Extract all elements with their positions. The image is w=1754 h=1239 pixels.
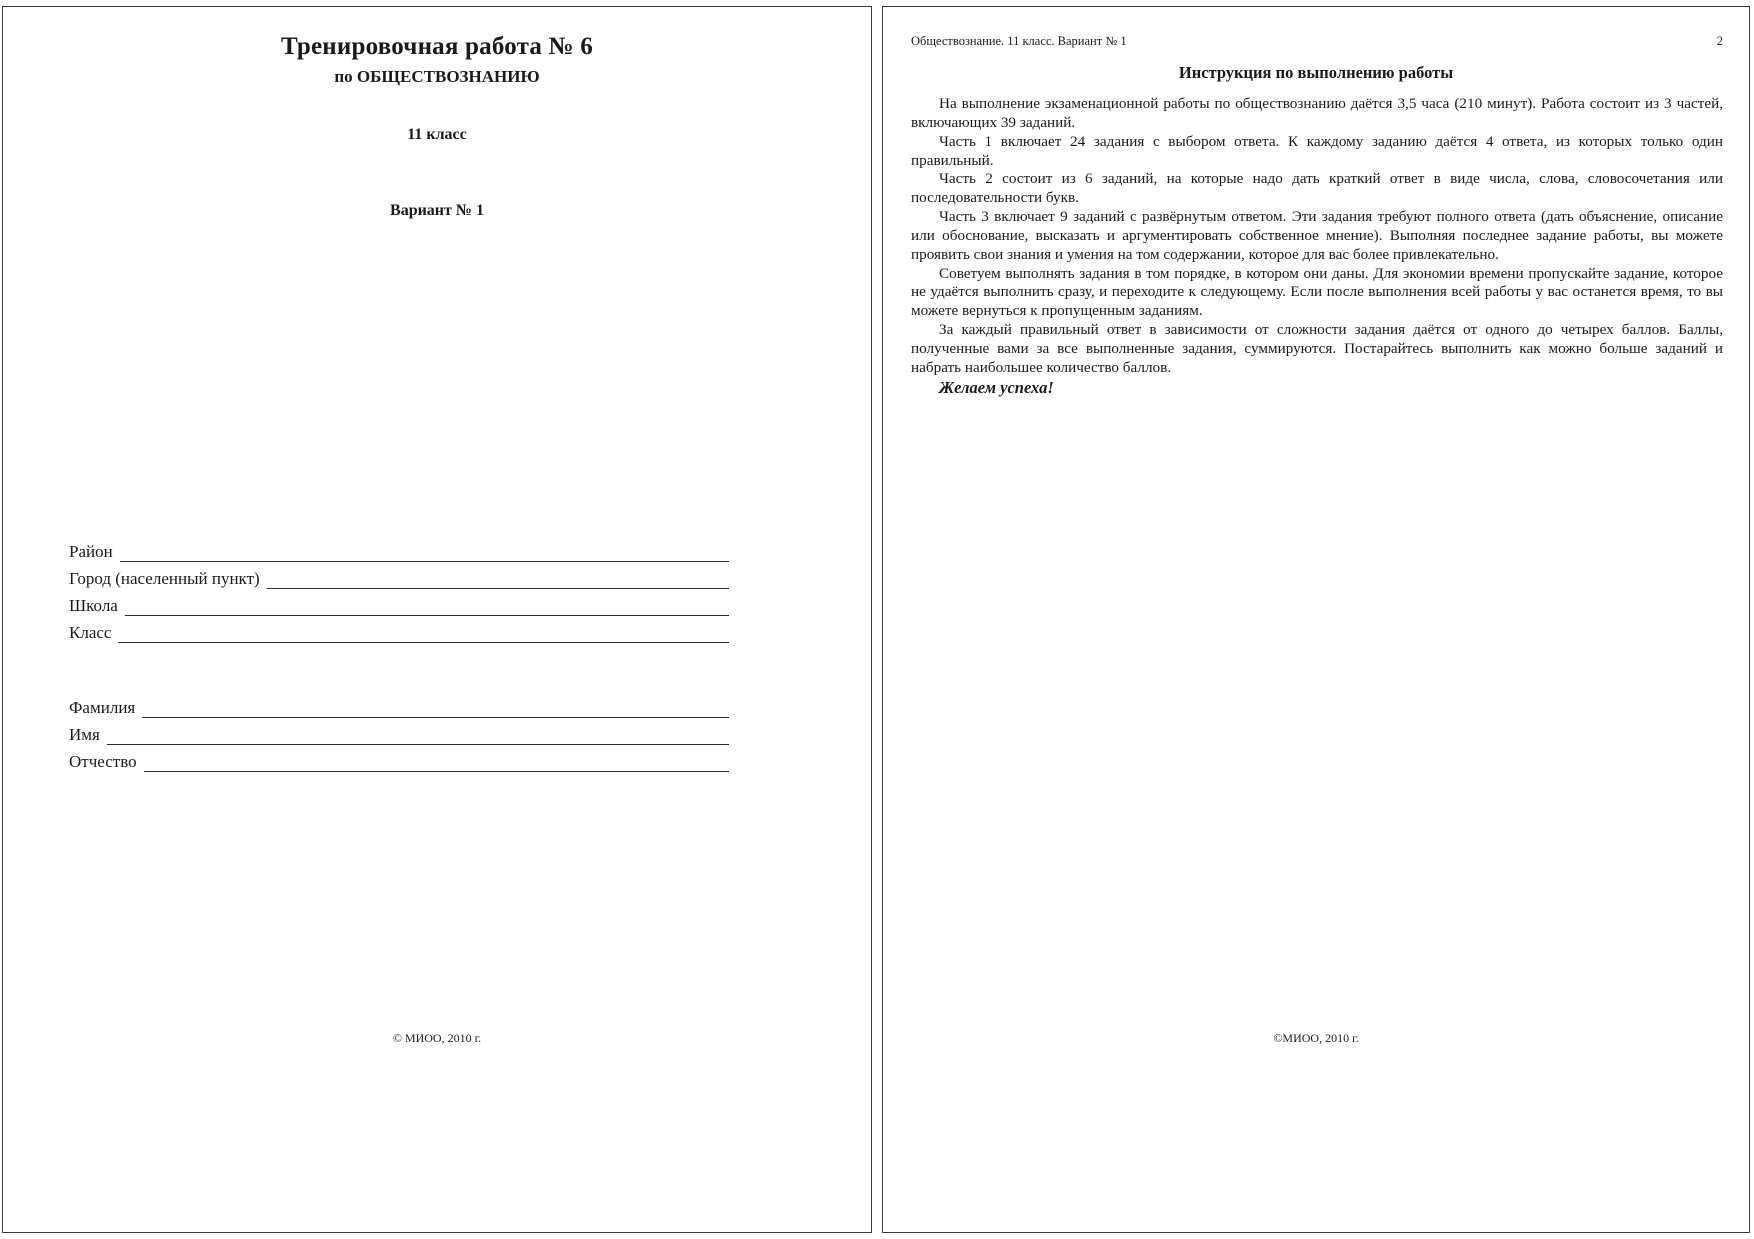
copyright-right: ©МИОО, 2010 г.	[1273, 1031, 1359, 1045]
field-label-patronymic: Отчество	[69, 752, 137, 771]
field-label-firstname: Имя	[69, 725, 100, 744]
page-number: 2	[1716, 34, 1723, 48]
success-wish: Желаем успеха!	[939, 377, 1054, 397]
instruction-paragraph: Советуем выполнять задания в том порядке, в котором они даны. Для экономии времени пропускайте задание, которое не удаётся выполнить сразу, и переходите к следующему. Если после выполнения всей работы у вас останется время, то вы можете вернуться к пропущенным заданиям.	[911, 264, 1723, 320]
field-input-city[interactable]	[267, 571, 729, 589]
field-label-school: Школа	[69, 596, 118, 615]
instructions-title: Инструкция по выполнению работы	[1178, 63, 1454, 82]
field-row	[69, 745, 729, 772]
variant-label: Вариант № 1	[390, 202, 484, 219]
field-row	[69, 589, 729, 616]
instruction-paragraph: Часть 2 состоит из 6 заданий, на которые надо дать краткий ответ в виде числа, слова, словосочетания или последовательности букв.	[911, 170, 1723, 207]
field-input-firstname[interactable]	[107, 727, 729, 745]
field-label-district: Район	[69, 542, 113, 561]
cover-page	[2, 6, 872, 1233]
instruction-paragraph: Часть 3 включает 9 заданий с развёрнутым ответом. Эти задания требуют полного ответа (дать объяснение, описание или обоснование, высказать и аргументировать собственное мнение). Выполняя последнее задание работы, вы можете проявить свои знания и умения на том содержании, которое для вас более привлекательно.	[911, 208, 1723, 263]
location-fields	[69, 535, 729, 643]
running-head-text: Обществознание. 11 класс. Вариант № 1	[911, 34, 1127, 48]
field-row	[69, 718, 729, 745]
copyright-left: © МИОО, 2010 г.	[392, 1031, 482, 1045]
instruction-paragraph: На выполнение экзаменационной работы по обществознанию даётся 3,5 часа (210 минут). Работа состоит из 3 частей, включающих 39 заданий.	[911, 95, 1723, 131]
field-label-city: Город (населенный пункт)	[69, 569, 260, 588]
cover-page-content	[3, 7, 871, 1232]
field-label-class: Класс	[69, 623, 112, 642]
field-row	[69, 562, 729, 589]
instructions-page	[882, 6, 1750, 1233]
field-input-patronymic[interactable]	[144, 754, 729, 772]
field-row	[69, 535, 729, 562]
running-head	[911, 34, 1723, 49]
page-title: Тренировочная работа № 6	[280, 33, 594, 60]
field-input-school[interactable]	[125, 598, 729, 616]
page-subtitle: по ОБЩЕСТВОЗНАНИЮ	[334, 67, 540, 86]
field-label-surname: Фамилия	[69, 698, 136, 717]
instructions-page-content	[883, 7, 1749, 1232]
field-row	[69, 616, 729, 643]
field-input-surname[interactable]	[142, 700, 729, 718]
name-fields	[69, 691, 729, 772]
instruction-paragraph: Часть 1 включает 24 задания с выбором ответа. К каждому заданию даётся 4 ответа, из которых только один правильный.	[911, 132, 1723, 169]
instruction-paragraph: За каждый правильный ответ в зависимости от сложности задания даётся от одного до четырех баллов. Баллы, полученные вами за все выполненные задания, суммируются. Постарайтесь выполнить как можно больше заданий и набрать наибольшее количество баллов.	[911, 321, 1723, 376]
grade-label: 11 класс	[407, 126, 467, 143]
field-row	[69, 691, 729, 718]
field-input-district[interactable]	[120, 544, 729, 562]
instructions-body	[911, 95, 1723, 398]
field-input-class[interactable]	[118, 625, 729, 643]
